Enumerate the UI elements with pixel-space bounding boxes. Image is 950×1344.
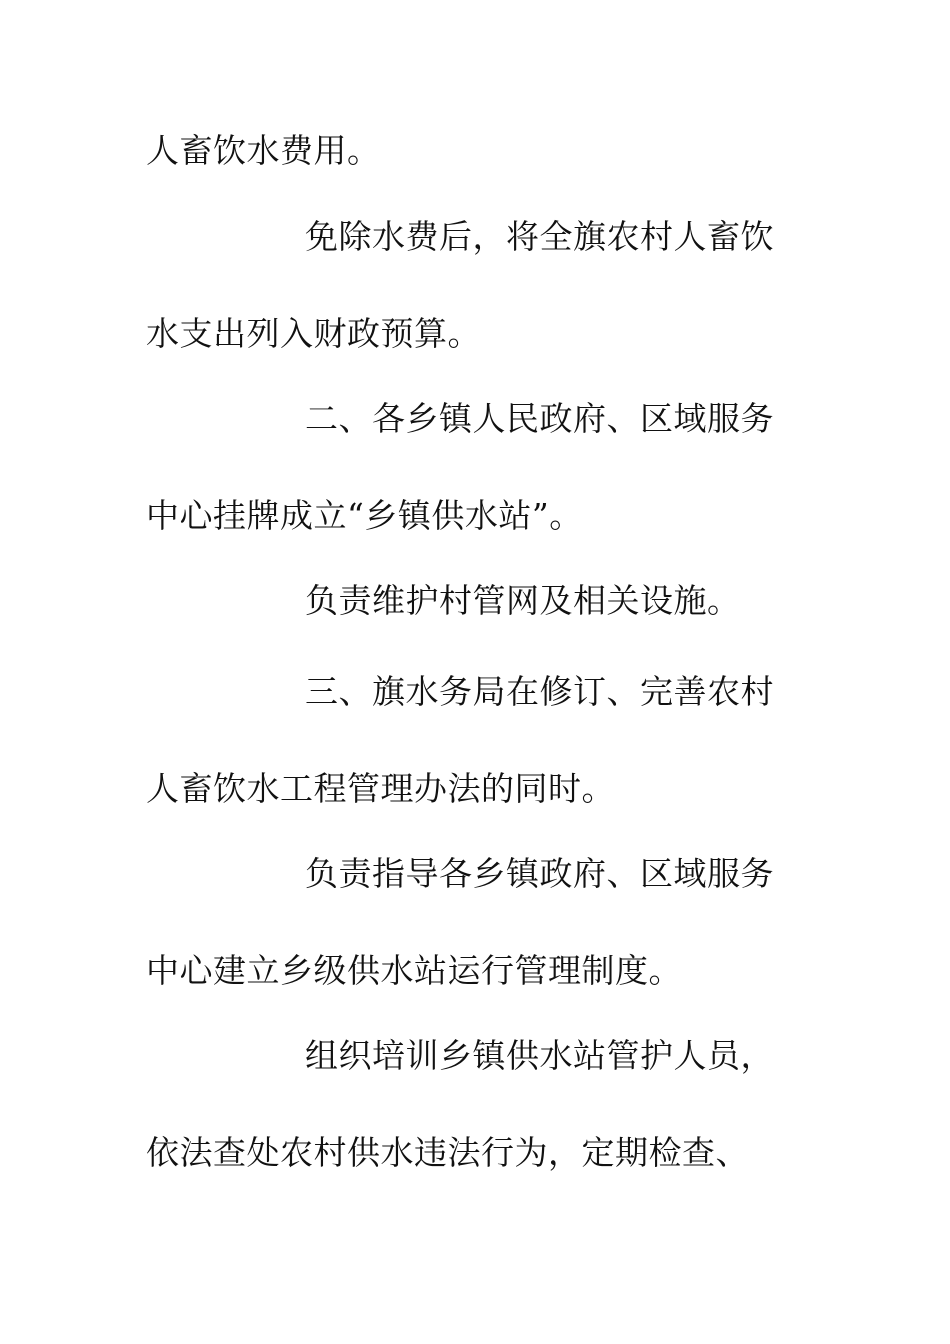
text-line: 中心挂牌成立“乡镇供水站”。 [146, 496, 583, 535]
text-line-indented: 负责指导各乡镇政府、区域服务 [305, 854, 774, 893]
text-line-indented: 三、旗水务局在修订、完善农村 [305, 672, 774, 711]
text-line-indented: 组织培训乡镇供水站管护人员， [305, 1036, 774, 1075]
text-line: 依法查处农村供水违法行为，定期检查、 [146, 1133, 749, 1172]
text-line-indented: 二、各乡镇人民政府、区域服务 [305, 399, 774, 438]
text-line: 人畜饮水费用。 [146, 131, 381, 170]
text-line: 水支出列入财政预算。 [146, 314, 481, 353]
text-line-indented: 负责维护村管网及相关设施。 [305, 581, 741, 620]
text-line: 中心建立乡级供水站运行管理制度。 [146, 951, 682, 990]
text-line-indented: 免除水费后，将全旗农村人畜饮 [305, 217, 774, 256]
text-line: 人畜饮水工程管理办法的同时。 [146, 769, 615, 808]
